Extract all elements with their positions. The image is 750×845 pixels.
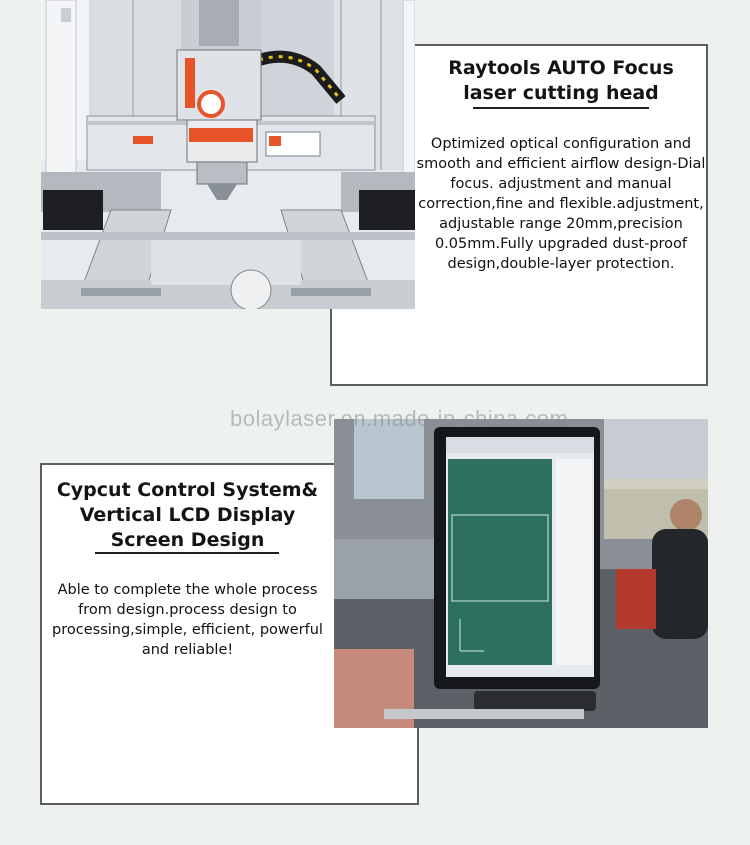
section1-description: Optimized optical configuration and smooth and efficient airflow design-Dial focus. adjustment and manual correction,fine and flexible.adjustment, adjustable range 20mm,precision 0.05mm.Fully upgraded dust-proof design,double-layer protection. bbox=[416, 136, 706, 272]
watermark-text: bolaylaser.en.made-in-china.com bbox=[230, 406, 569, 431]
laser-head-photo bbox=[41, 0, 415, 309]
section2-title-underline bbox=[95, 552, 279, 554]
section1-title-line2: laser cutting head bbox=[463, 82, 659, 104]
section2-description: Able to complete the whole process from design.process design to processing,simple, efficient, powerful and reliable! bbox=[52, 582, 323, 658]
section2-title bbox=[45, 478, 330, 553]
section2-title-line2: Vertical LCD Display bbox=[79, 504, 296, 526]
lcd-display-photo bbox=[334, 419, 708, 728]
section1-title bbox=[416, 56, 706, 106]
section2-title-line3: Screen Design bbox=[110, 529, 265, 551]
section1-title-underline bbox=[473, 107, 649, 109]
section2-title-line1: Cypcut Control System& bbox=[56, 479, 319, 501]
section1-title-line1: Raytools AUTO Focus bbox=[448, 57, 674, 79]
